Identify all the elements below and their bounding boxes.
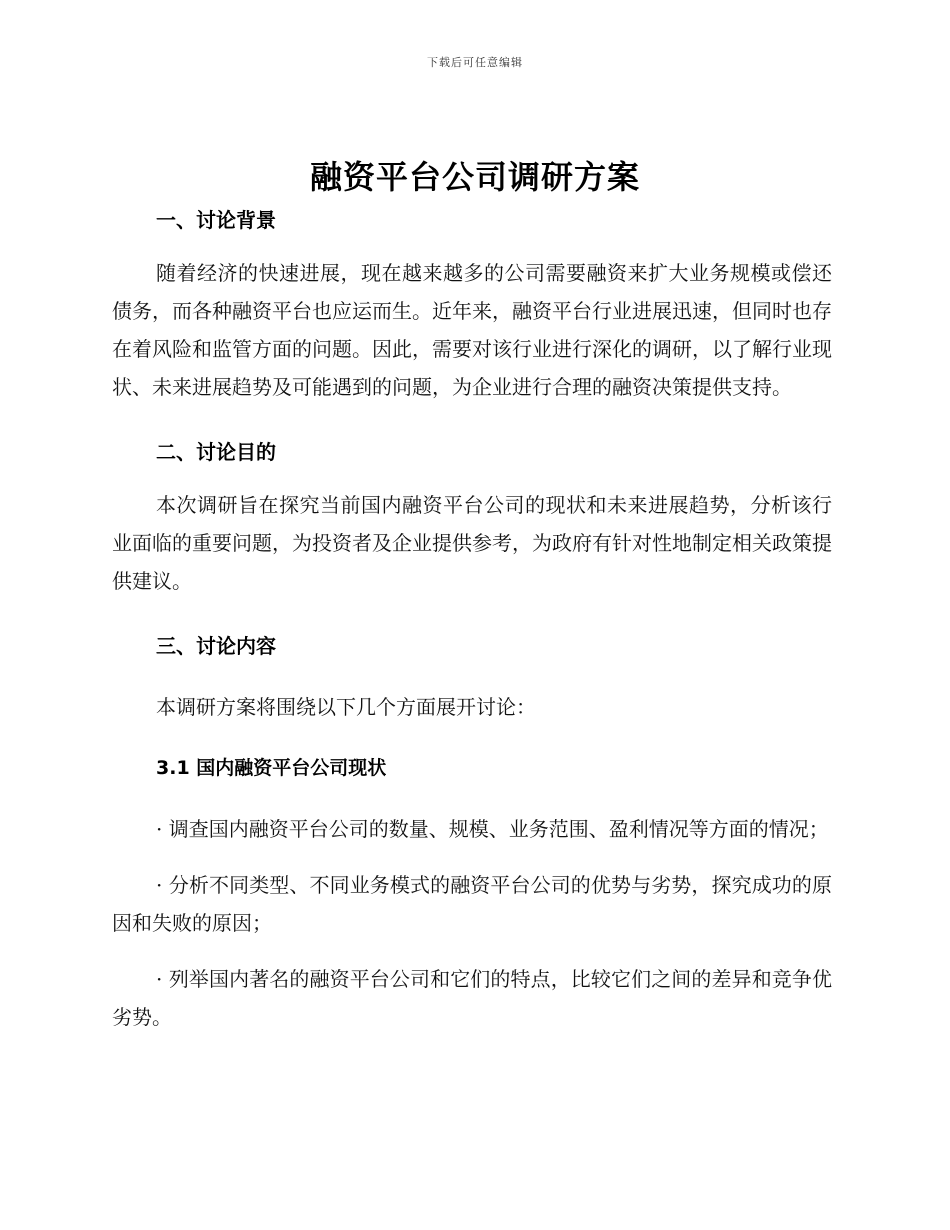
header-note: 下载后可任意编辑 — [427, 56, 523, 69]
section-paragraph-background: 随着经济的快速进展，现在越来越多的公司需要融资来扩大业务规模或偿还债务，而各种融资平台也应运而生。近年来，融资平台行业进展迅速，但同时也存在着风险和监管方面的问题。因此，需要对该行业进行深化的调研，以了解行业现状、未来进展趋势及可能遇到的问题，为企业进行合理的融资决策提供支持。 — [112, 261, 832, 399]
bullet-item: · 调查国内融资平台公司的数量、规模、业务范围、盈利情况等方面的情况； — [156, 817, 829, 841]
bullet-item: · 分析不同类型、不同业务模式的融资平台公司的优势与劣势，探究成功的原因和失败的原因； — [112, 873, 832, 935]
section-heading-purpose: 二、讨论目的 — [156, 440, 276, 464]
section-heading-content: 三、讨论内容 — [156, 634, 276, 658]
section-paragraph-content-intro: 本调研方案将围绕以下几个方面展开讨论： — [156, 695, 536, 719]
subsection-heading-3-1: 3.1 国内融资平台公司现状 — [156, 757, 387, 779]
document-body — [112, 196, 832, 1036]
document-title: 融资平台公司调研方案 — [309, 158, 640, 196]
section-heading-background: 一、讨论背景 — [156, 208, 276, 232]
bullet-item: · 列举国内著名的融资平台公司和它们的特点，比较它们之间的差异和竞争优劣势。 — [112, 967, 832, 1029]
section-paragraph-purpose: 本次调研旨在探究当前国内融资平台公司的现状和未来进展趋势，分析该行业面临的重要问题，为投资者及企业提供参考，为政府有针对性地制定相关政策提供建议。 — [112, 493, 832, 593]
